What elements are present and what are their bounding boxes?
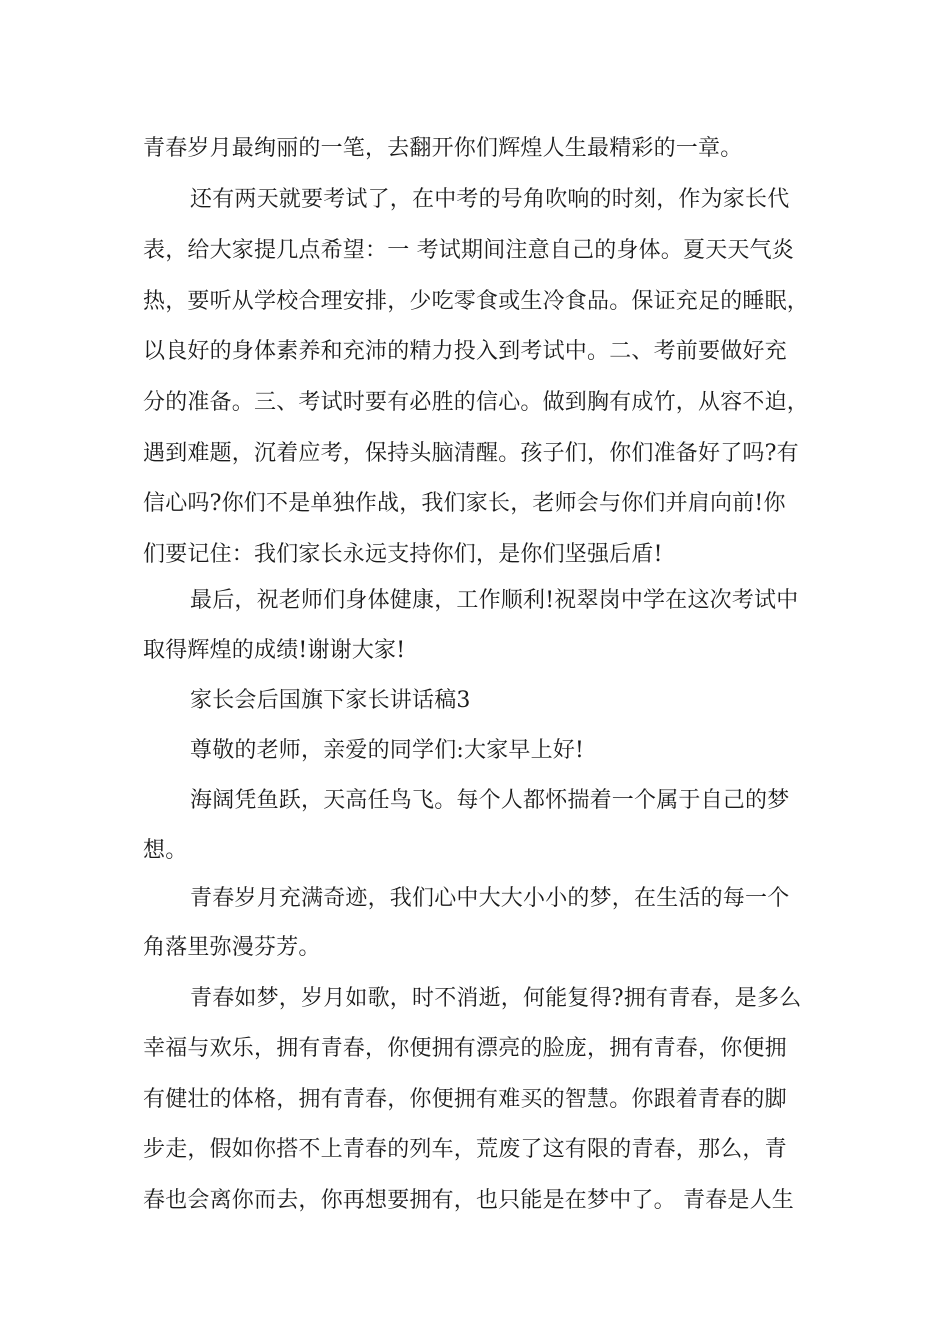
text-line: 表，给大家提几点希望：一 考试期间注意自己的身体。夏天天气炎	[143, 238, 794, 263]
text-line: 遇到难题，沉着应考，保持头脑清醒。孩子们，你们准备好了吗?有	[143, 441, 799, 466]
paragraph-start-line: 青春如梦，岁月如歌，时不消逝，何能复得?拥有青春，是多么	[190, 986, 802, 1011]
text-line: 热，要听从学校合理安排，少吃零食或生冷食品。保证充足的睡眠，	[143, 289, 810, 314]
text-line: 角落里弥漫芬芳。	[143, 935, 321, 960]
paragraph-start-line: 海阔凭鱼跃，天高任鸟飞。每个人都怀揣着一个属于自己的梦	[190, 788, 790, 813]
text-line: 步走，假如你搭不上青春的列车，荒废了这有限的青春，那么，青	[143, 1137, 787, 1162]
text-line: 们要记住：我们家长永远支持你们，是你们坚强后盾!	[143, 542, 663, 567]
paragraph-start-line: 最后，祝老师们身体健康，工作顺利!祝翠岗中学在这次考试中	[190, 588, 799, 613]
paragraph-start-line: 还有两天就要考试了，在中考的号角吹响的时刻，作为家长代	[190, 187, 790, 212]
section-heading: 家长会后国旗下家长讲话稿3	[190, 688, 471, 713]
text-line: 幸福与欢乐，拥有青春，你便拥有漂亮的脸庞，拥有青春，你便拥	[143, 1036, 787, 1061]
text-line: 春也会离你而去，你再想要拥有，也只能是在梦中了。 青春是人生	[143, 1188, 794, 1213]
text-line: 取得辉煌的成绩!谢谢大家!	[143, 638, 406, 663]
text-line: 有健壮的体格，拥有青春，你便拥有难买的智慧。你跟着青春的脚	[143, 1087, 787, 1112]
text-line: 青春岁月最绚丽的一笔，去翻开你们辉煌人生最精彩的一章。	[143, 136, 743, 161]
text-line: 以良好的身体素养和充沛的精力投入到考试中。二、考前要做好充	[143, 339, 787, 364]
text-line: 信心吗?你们不是单独作战，我们家长，老师会与你们并肩向前!你	[143, 491, 786, 516]
text-line: 分的准备。三、考试时要有必胜的信心。做到胸有成竹，从容不迫，	[143, 390, 810, 415]
greeting-line: 尊敬的老师，亲爱的同学们:大家早上好!	[190, 738, 585, 763]
paragraph-start-line: 青春岁月充满奇迹，我们心中大大小小的梦，在生活的每一个	[190, 886, 790, 911]
text-line: 想。	[143, 838, 188, 863]
